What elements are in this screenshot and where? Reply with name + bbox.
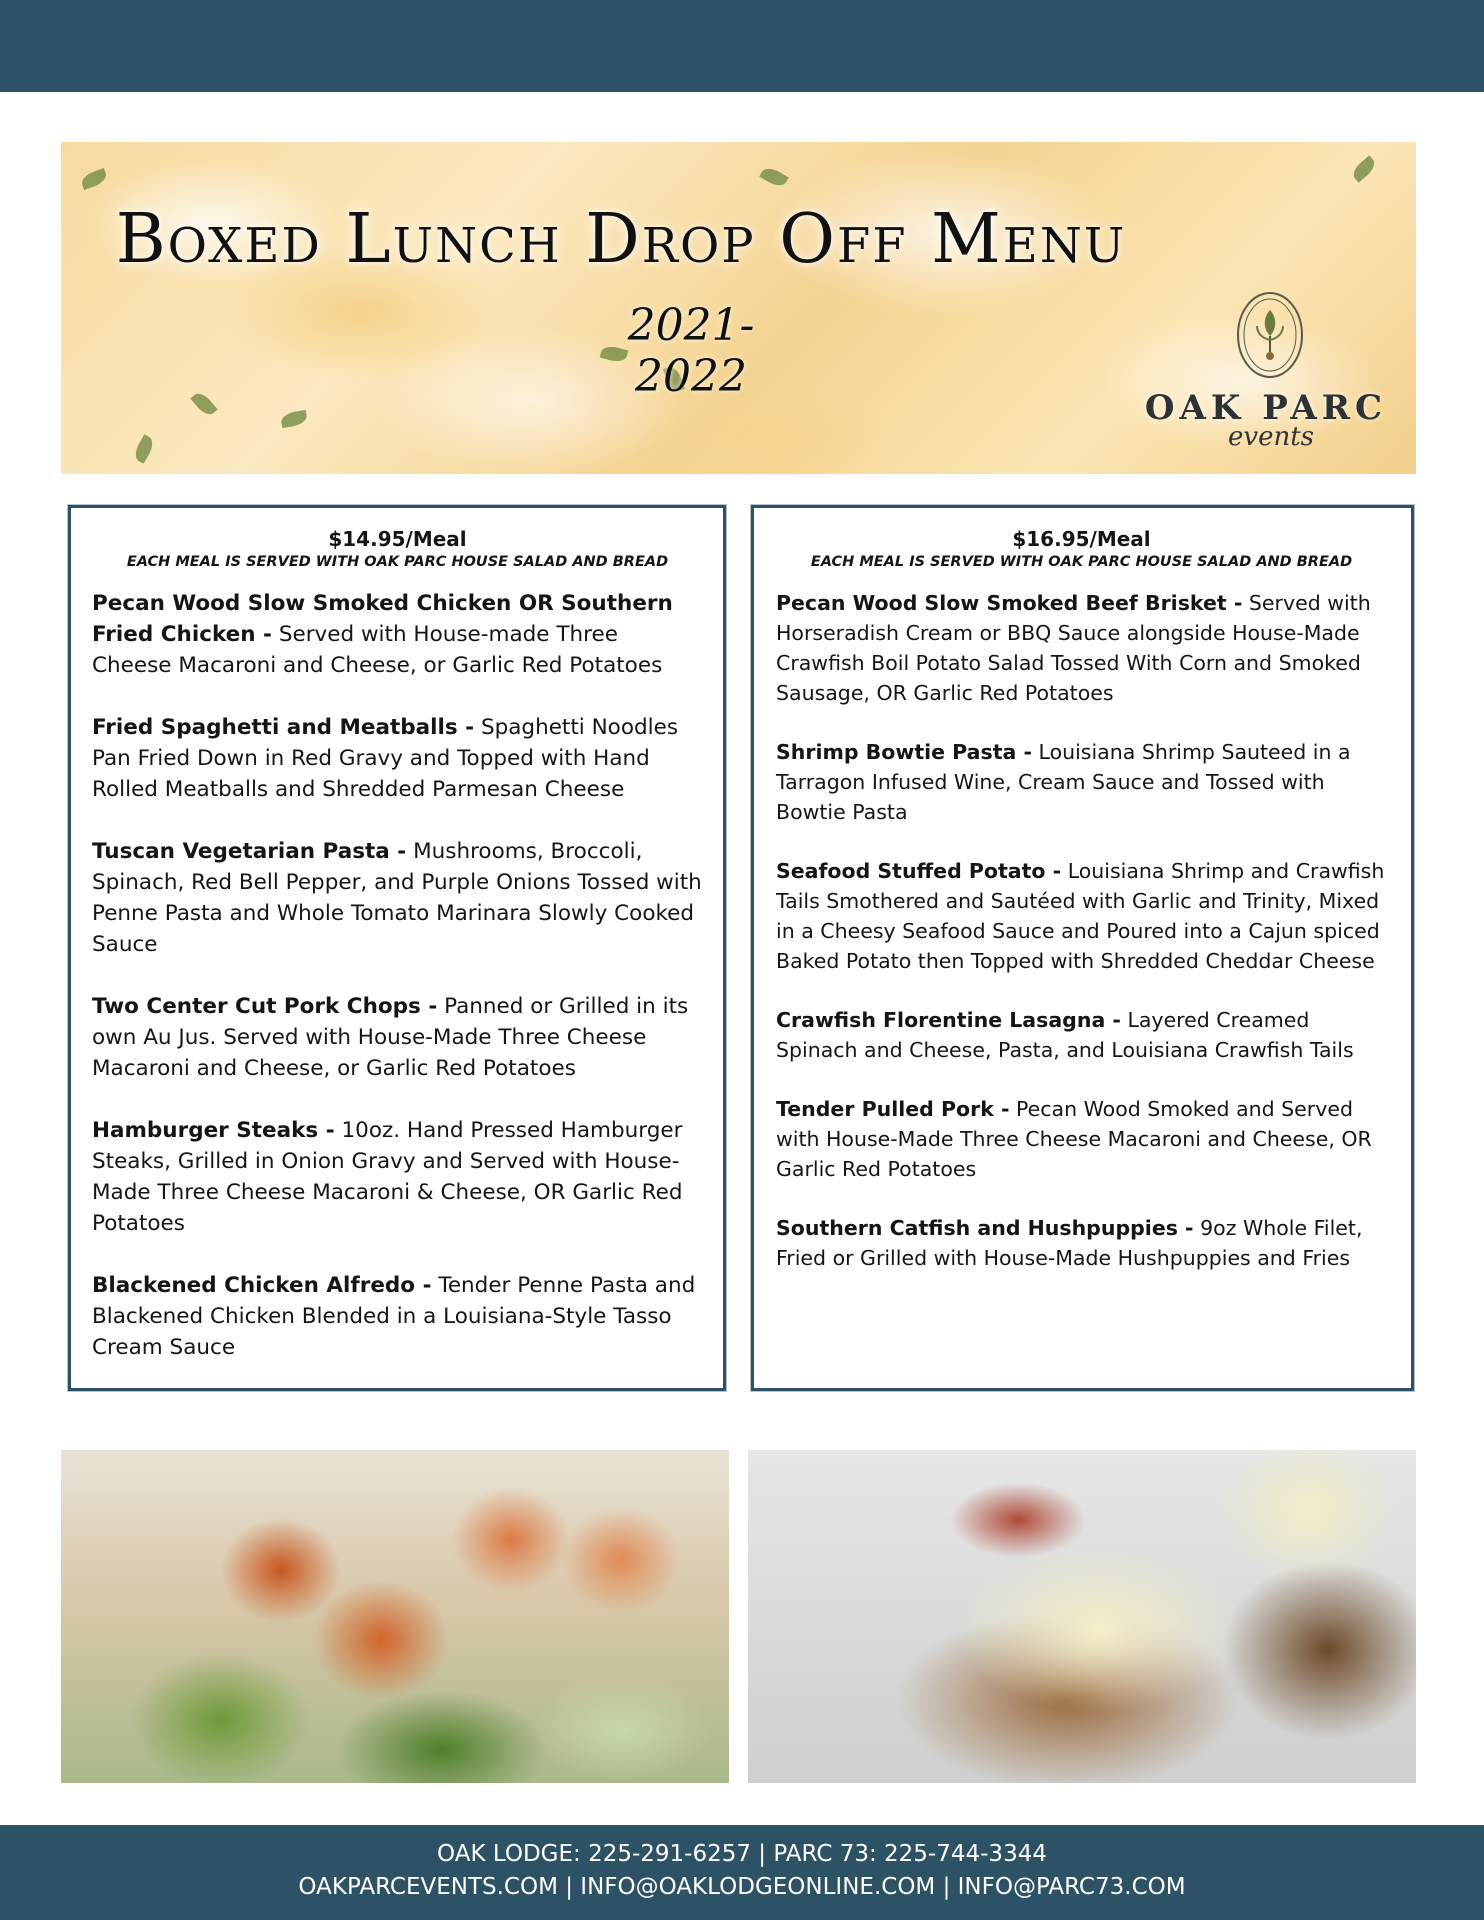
logo-tagline: events <box>1228 422 1314 452</box>
parsley-leaf <box>280 410 308 428</box>
menu-item <box>776 1213 1387 1273</box>
menu-item-description: Layered Creamed Spinach and Cheese, Pasta, and Louisiana Crawfish Tails <box>776 1008 1354 1062</box>
parsley-leaf <box>131 434 156 464</box>
grilled-shrimp-photo <box>61 1450 729 1783</box>
menu-item-description: Mushrooms, Broccoli, Spinach, Red Bell Pepper, and Purple Onions Tossed with Penne Pasta and Whole Tomato Marinara Slowly Cooked Sauce <box>92 839 702 957</box>
menu-item-name: Fried Spaghetti and Meatballs - <box>92 715 475 740</box>
menu-item-description: Louisiana Shrimp and Crawfish Tails Smothered and Sautéed with Garlic and Trinity, Mixed in a Cheesy Seafood Sauce and Poured into a Cajun spiced Baked Potato then Topped with Shredded Cheddar Cheese <box>776 859 1385 973</box>
menu-box-1695 <box>751 505 1414 1391</box>
menu-item-description: Panned or Grilled in its own Au Jus. Served with House-Made Three Cheese Macaroni and Cheese, or Garlic Red Potatoes <box>92 994 689 1081</box>
parsley-leaf <box>759 164 789 189</box>
menu-item <box>776 856 1387 976</box>
parsley-leaf <box>190 390 217 419</box>
parsley-leaf <box>79 168 108 190</box>
menu-year: 2021-2022 <box>627 300 755 402</box>
menu-item-description: Pecan Wood Smoked and Served with House-Made Three Cheese Macaroni and Cheese, OR Garlic Red Potatoes <box>776 1097 1372 1181</box>
menu-item-description: Served with Horseradish Cream or BBQ Sauce alongside House-Made Crawfish Boil Potato Salad Tossed With Corn and Smoked Sausage, OR Garlic Red Potatoes <box>776 591 1371 705</box>
menu-item-name: Blackened Chicken Alfredo - <box>92 1273 432 1298</box>
logo-name: OAK PARC <box>1144 388 1388 428</box>
stuffed-potato-photo <box>748 1450 1416 1783</box>
parsley-leaf <box>1350 155 1379 182</box>
menu-item-name: Pecan Wood Slow Smoked Beef Brisket - <box>776 591 1243 615</box>
menu-item <box>92 712 703 805</box>
menu-box-1495 <box>68 505 726 1391</box>
menu-item <box>776 588 1387 708</box>
top-banner-band <box>0 0 1484 92</box>
menu-item <box>776 1094 1387 1184</box>
hero-banner <box>61 142 1416 474</box>
menu-item-description: Spaghetti Noodles Pan Fried Down in Red Gravy and Topped with Hand Rolled Meatballs and Shredded Parmesan Cheese <box>92 715 679 802</box>
menu-item-description: Louisiana Shrimp Sauteed in a Tarragon Infused Wine, Cream Sauce and Tossed with Bowtie Pasta <box>776 740 1351 824</box>
menu-item <box>776 1005 1387 1065</box>
menu-item-name: Pecan Wood Slow Smoked Chicken OR Southern Fried Chicken - <box>92 591 673 647</box>
footer-contact <box>0 1825 1484 1920</box>
oak-parc-logo-icon <box>1235 290 1305 380</box>
menu-item-description: Tender Penne Pasta and Blackened Chicken Blended in a Louisiana-Style Tasso Cream Sauce <box>92 1273 696 1360</box>
meal-note: EACH MEAL IS SERVED WITH OAK PARC HOUSE SALAD AND BREAD <box>126 554 669 570</box>
menu-item-description: 10oz. Hand Pressed Hamburger Steaks, Grilled in Onion Gravy and Served with House-Made Three Cheese Macaroni & Cheese, OR Garlic Red Potatoes <box>92 1118 683 1236</box>
menu-item-name: Crawfish Florentine Lasagna - <box>776 1008 1121 1032</box>
menu-item-name: Southern Catfish and Hushpuppies - <box>776 1216 1194 1240</box>
menu-item <box>92 1270 703 1363</box>
menu-item <box>92 1115 703 1239</box>
menu-item-name: Two Center Cut Pork Chops - <box>92 994 438 1019</box>
menu-item-name: Shrimp Bowtie Pasta - <box>776 740 1032 764</box>
meal-note: EACH MEAL IS SERVED WITH OAK PARC HOUSE SALAD AND BREAD <box>810 554 1353 570</box>
menu-item-name: Seafood Stuffed Potato - <box>776 859 1062 883</box>
menu-item-description: 9oz Whole Filet, Fried or Grilled with House-Made Hushpuppies and Fries <box>776 1216 1363 1270</box>
menu-item-name: Hamburger Steaks - <box>92 1118 335 1143</box>
menu-item <box>776 737 1387 827</box>
menu-item-name: Tuscan Vegetarian Pasta - <box>92 839 407 864</box>
menu-item <box>92 588 703 681</box>
menu-item-name: Tender Pulled Pork - <box>776 1097 1010 1121</box>
menu-title: Boxed Lunch Drop Off Menu <box>115 200 1127 279</box>
menu-item-description: Served with House-made Three Cheese Macaroni and Cheese, or Garlic Red Potatoes <box>92 622 663 678</box>
menu-item <box>92 991 703 1084</box>
footer-phone-line: OAK LODGE: 225-291-6257 | PARC 73: 225-744-3344 <box>437 1841 1047 1867</box>
meal-price: $14.95/Meal <box>328 527 467 551</box>
meal-price: $16.95/Meal <box>1012 527 1151 551</box>
footer-web-line: OAKPARCEVENTS.COM | INFO@OAKLODGEONLINE.COM | INFO@PARC73.COM <box>298 1874 1186 1900</box>
menu-item <box>92 836 703 960</box>
